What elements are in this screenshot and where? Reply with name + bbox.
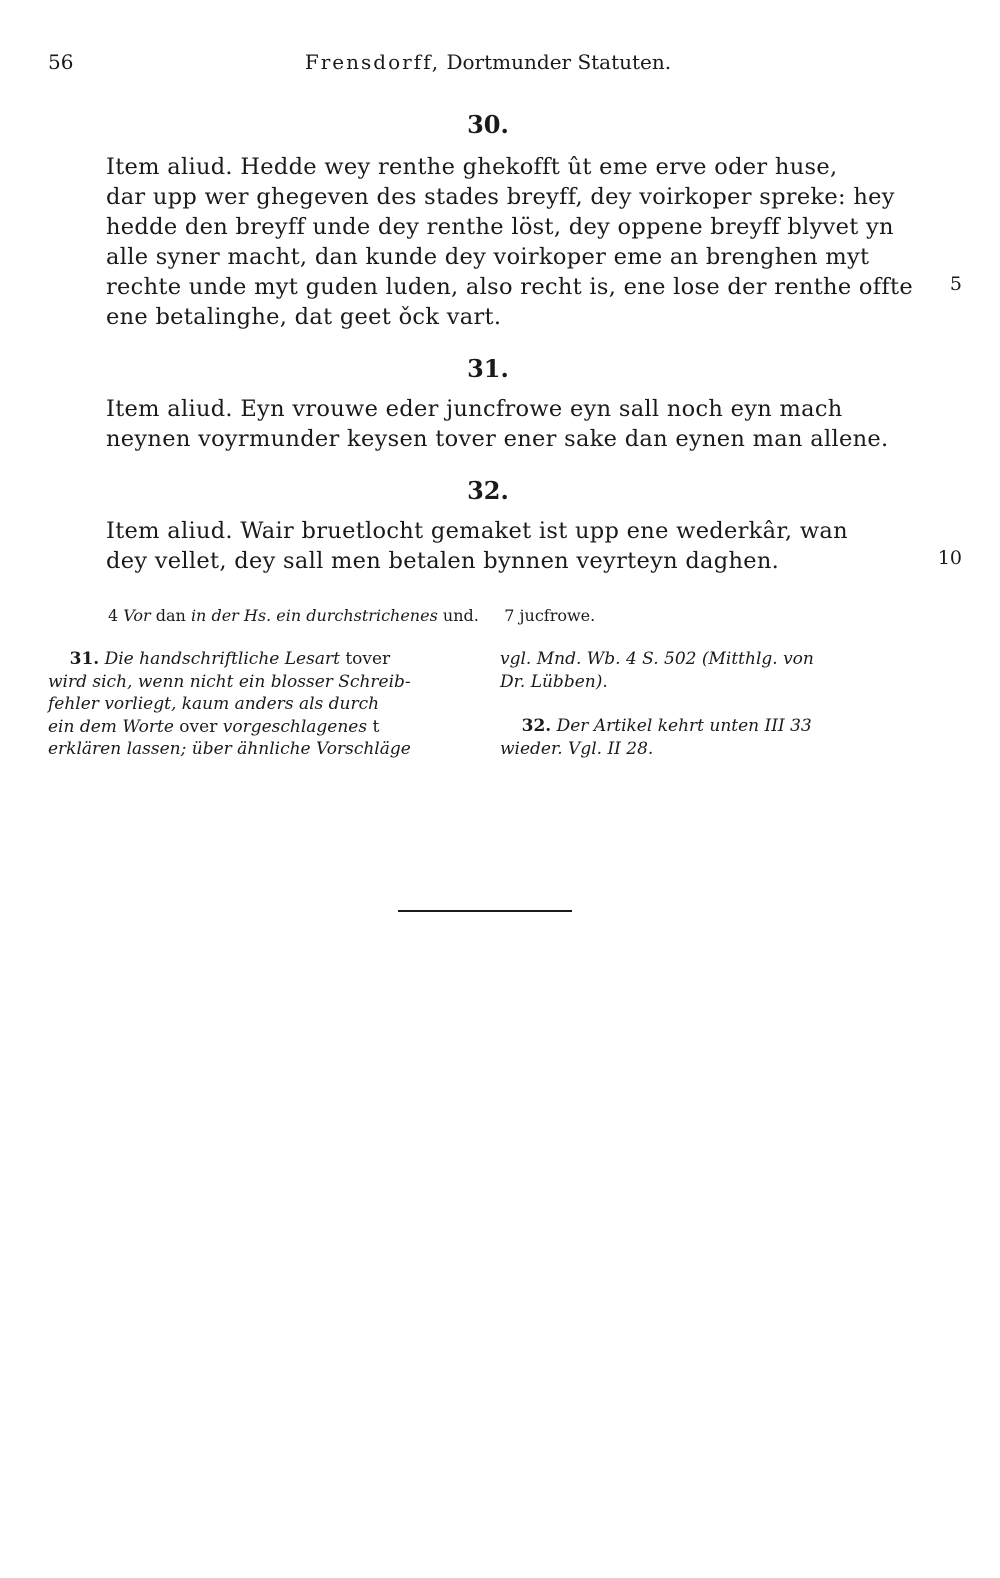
section-text: [48, 152, 928, 332]
apparatus-italic: in der Hs. ein durchstrichenes: [190, 606, 438, 625]
footnote-column-right: [500, 648, 930, 760]
text-line: rechte unde myt guden luden, also recht is, ene lose der renthe offte: [106, 274, 913, 300]
margin-line-number: 10: [937, 547, 962, 569]
section-30: [48, 108, 928, 332]
footnote-line: [500, 671, 930, 694]
footnote-number: 31.: [69, 649, 100, 669]
footnote-italic: vgl. Mnd. Wb. 4 S. 502 (Mitthlg. von: [500, 649, 814, 669]
apparatus-line-ref: 4: [108, 606, 119, 625]
section-number: 30.: [467, 110, 509, 139]
footnote-italic: fehler vorliegt, kaum anders als durch: [48, 694, 380, 714]
footnote-number: 32.: [521, 716, 552, 736]
apparatus-text: und.: [442, 606, 479, 625]
section-31: [48, 352, 928, 454]
running-head-author: Frensdorff,: [304, 50, 441, 74]
end-rule: [398, 910, 572, 912]
footnote-italic: wird sich, wenn nicht ein blosser Schreib-: [48, 671, 411, 692]
footnote-text: t: [372, 716, 380, 737]
running-head: [48, 50, 928, 74]
section-text: [48, 394, 928, 454]
text-line: ene betalinghe, dat geet ǒck vart.: [106, 304, 502, 330]
footnote-italic: Der Artikel kehrt unten III 33: [556, 716, 812, 736]
footnote-text: tover: [345, 649, 391, 669]
section-number: 32.: [467, 476, 509, 505]
text-line: Item aliud. Wair bruetlocht gemaket ist upp ene wederkâr, wan: [106, 518, 848, 544]
footnote-line: [500, 648, 930, 671]
footnote-line: [500, 715, 930, 738]
running-head-title: Dortmunder Statuten.: [446, 50, 672, 74]
section-text: [48, 516, 928, 576]
footnote-italic: wieder. Vgl. II 28.: [500, 738, 654, 759]
text-line: Item aliud. Hedde wey renthe ghekofft ût eme erve oder huse,: [106, 154, 838, 180]
footnote-italic: Die handschriftliche Lesart: [104, 649, 340, 669]
footnote-line: [48, 738, 478, 761]
footnote-italic: vorgeschlagenes: [222, 716, 368, 737]
apparatus-italic: Vor: [123, 606, 151, 625]
footnotes: [48, 648, 928, 778]
footnote-line: [48, 648, 478, 671]
text-line: dey vellet, dey sall men betalen bynnen veyrteyn daghen.: [106, 548, 780, 574]
page-header: [48, 50, 928, 80]
text-line: dar upp wer ghegeven des stades breyff, dey voirkoper spreke: hey: [106, 184, 895, 210]
footnote-column-left: [48, 648, 478, 761]
footnote-line: [48, 716, 478, 739]
critical-apparatus: [108, 606, 595, 625]
text-line: hedde den breyff unde dey renthe löst, dey oppene breyff blyvet yn: [106, 214, 894, 240]
apparatus-line-ref: 7: [504, 606, 515, 625]
footnote-italic: Dr. Lübben).: [500, 671, 608, 692]
margin-line-number: 5: [949, 273, 962, 295]
text-line: Item aliud. Eyn vrouwe eder juncfrowe eyn sall noch eyn mach: [106, 396, 843, 422]
section-number: 31.: [467, 354, 509, 383]
apparatus-text: dan: [155, 606, 186, 625]
page-number: 56: [48, 50, 74, 74]
footnote-text: over: [179, 716, 218, 737]
footnote-italic: erklären lassen; über ähnliche Vorschläge: [48, 739, 411, 759]
footnote-line: [48, 671, 478, 694]
footnote-italic: ein dem Worte: [48, 716, 174, 737]
text-line: neynen voyrmunder keysen tover ener sake dan eynen man allene.: [106, 426, 889, 452]
footnote-line: [48, 693, 478, 716]
footnote-line: [500, 738, 930, 761]
text-line: alle syner macht, dan kunde dey voirkoper eme an brenghen myt: [106, 244, 870, 270]
apparatus-text: jucfrowe.: [519, 606, 596, 625]
section-32: [48, 474, 928, 576]
